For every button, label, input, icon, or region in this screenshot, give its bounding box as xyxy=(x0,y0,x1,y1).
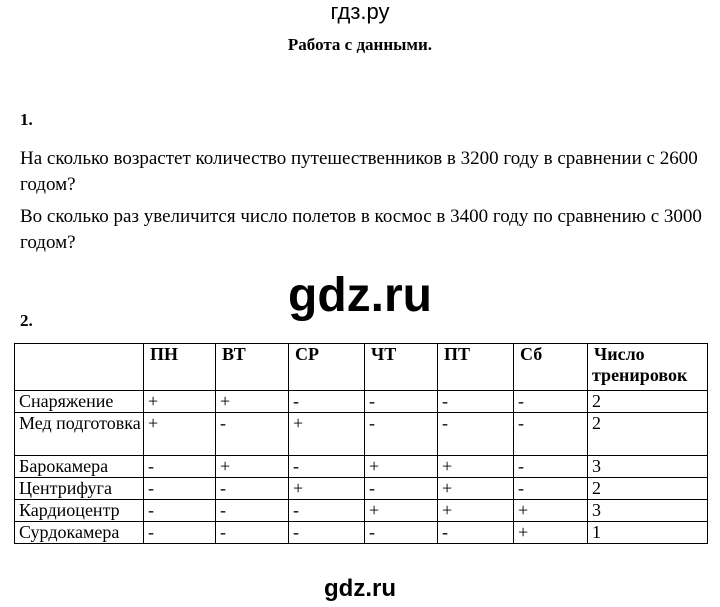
table-cell: - xyxy=(514,391,588,413)
table-cell: + xyxy=(438,478,514,500)
table-cell: + xyxy=(216,391,289,413)
row-label: Кардиоцентр xyxy=(15,500,144,522)
site-header: гдз.ру xyxy=(330,0,390,24)
question-2: Во сколько раз увеличится число полетов в космос в 3400 году по сравнению с 3000 годом? xyxy=(20,206,702,253)
table-row xyxy=(15,522,708,544)
table-cell: - xyxy=(514,478,588,500)
table-cell: - xyxy=(144,522,216,544)
table-cell: - xyxy=(289,522,365,544)
total-cell: 1 xyxy=(588,522,708,544)
table-cell: - xyxy=(216,478,289,500)
total-cell: 2 xyxy=(588,413,708,456)
table-cell: - xyxy=(365,478,438,500)
table-cell: - xyxy=(216,522,289,544)
total-cell: 3 xyxy=(588,456,708,478)
row-label: Мед подготовка xyxy=(15,413,144,456)
section-2-number: 2. xyxy=(20,311,33,330)
total-cell: 2 xyxy=(588,391,708,413)
table-cell: - xyxy=(216,413,289,456)
table-header-row xyxy=(15,344,708,391)
table-cell: + xyxy=(216,456,289,478)
header-cell-fri: ПТ xyxy=(438,344,514,391)
table-row xyxy=(15,500,708,522)
row-label: Центрифуга xyxy=(15,478,144,500)
table-cell: - xyxy=(514,456,588,478)
table-cell: - xyxy=(289,500,365,522)
table-cell: - xyxy=(365,522,438,544)
section-1-number: 1. xyxy=(20,110,33,129)
table-row xyxy=(15,391,708,413)
table-cell: + xyxy=(144,413,216,456)
header-cell-sat: Сб xyxy=(514,344,588,391)
table-cell: + xyxy=(144,391,216,413)
table-cell: - xyxy=(289,456,365,478)
table-cell: + xyxy=(365,500,438,522)
table-cell: - xyxy=(365,413,438,456)
table-cell: - xyxy=(216,500,289,522)
total-cell: 2 xyxy=(588,478,708,500)
table-cell: + xyxy=(365,456,438,478)
header-cell-mon: ПН xyxy=(144,344,216,391)
row-label: Барокамера xyxy=(15,456,144,478)
table-cell: - xyxy=(144,456,216,478)
total-cell: 3 xyxy=(588,500,708,522)
table-cell: - xyxy=(365,391,438,413)
table-row xyxy=(15,478,708,500)
table-row xyxy=(15,456,708,478)
table-cell: + xyxy=(514,522,588,544)
table-cell: + xyxy=(438,500,514,522)
table-cell: - xyxy=(144,478,216,500)
table-cell: - xyxy=(438,522,514,544)
table-row xyxy=(15,413,708,456)
header-cell-total: Число тренировок xyxy=(588,344,708,391)
question-1: На сколько возрастет количество путешественников в 3200 году в сравнении с 2600 годом? xyxy=(20,148,698,195)
table-cell: - xyxy=(514,413,588,456)
training-table xyxy=(14,343,708,544)
table-cell: - xyxy=(289,391,365,413)
header-cell-wed: СР xyxy=(289,344,365,391)
table-cell: - xyxy=(144,500,216,522)
row-label: Снаряжение xyxy=(15,391,144,413)
table-cell: - xyxy=(438,391,514,413)
table-cell: + xyxy=(438,456,514,478)
footer-watermark: gdz.ru xyxy=(324,575,396,602)
watermark-logo: gdz.ru xyxy=(288,269,432,322)
table-cell: - xyxy=(438,413,514,456)
table-cell: + xyxy=(514,500,588,522)
header-cell-tue: ВТ xyxy=(216,344,289,391)
header-cell-empty xyxy=(15,344,144,391)
table-cell: + xyxy=(289,478,365,500)
header-cell-thu: ЧТ xyxy=(365,344,438,391)
table-cell: + xyxy=(289,413,365,456)
page-title: Работа с данными. xyxy=(287,35,433,54)
row-label: Сурдокамера xyxy=(15,522,144,544)
